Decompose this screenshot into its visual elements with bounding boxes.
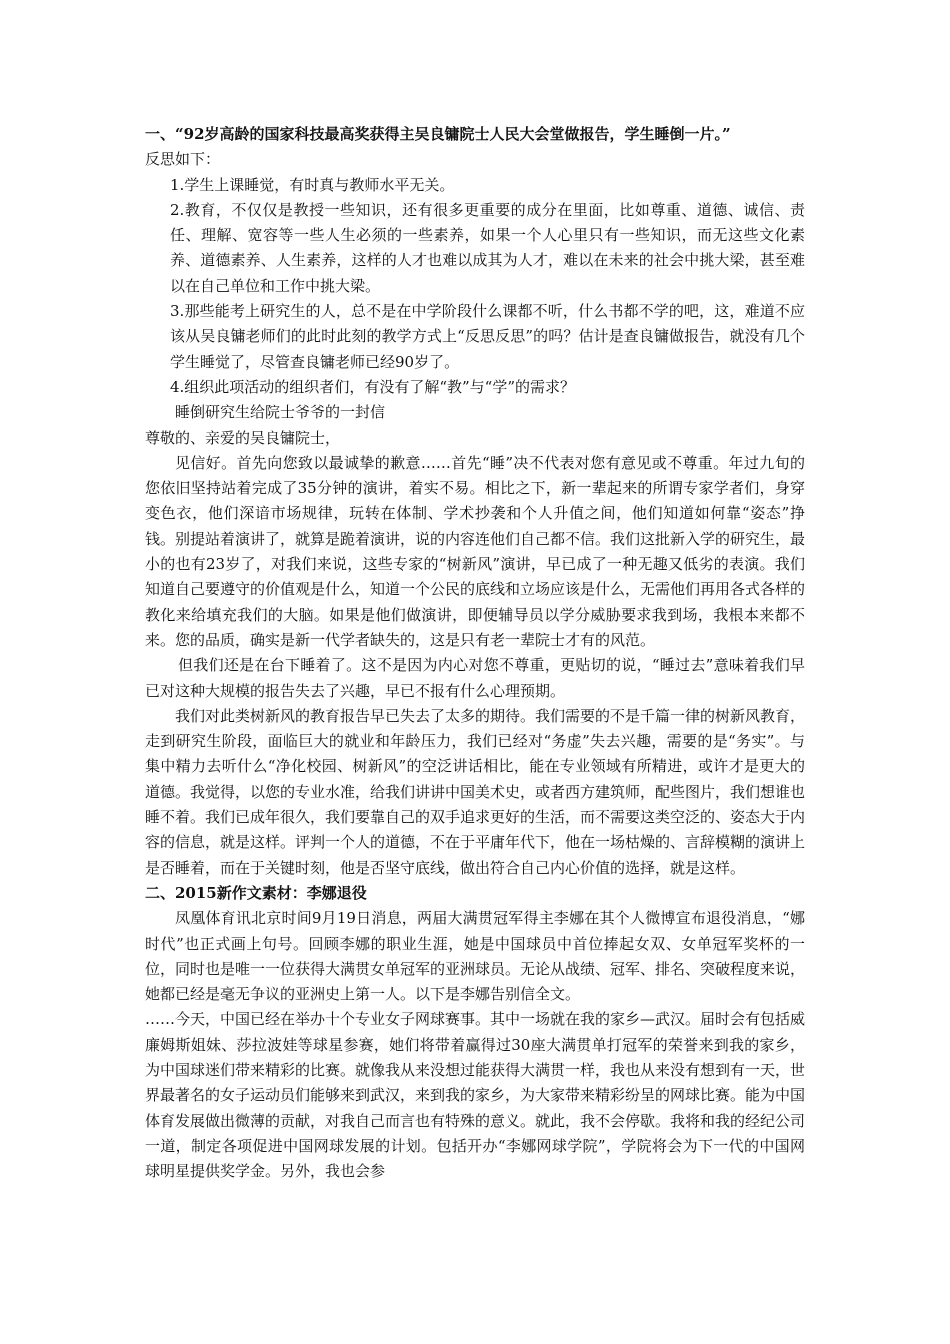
letter-title: 睡倒研究生给院士爷爷的一封信 xyxy=(175,403,386,422)
section2-paragraph: ……今天，中国已经在举办十个专业女子网球赛事。其中一场就在我的家乡—武汉。届时会有包括威廉姆斯姐妹、莎拉波娃等球星参赛，她们将带着赢得过30座大满贯单打冠军的荣誉来到我的家乡，为中国球迷们带来精彩的比赛。就像我从来没想过能获得大满贯一样，我也从来没有想到有一天，世界最著名的女子运动员们能够来到武汉，来到我的家乡，为大家带来精彩纷呈的网球比赛。能为中国体育发展做出微薄的贡献，对我自己而言也有特殊的意义。就此，我不会停歇。我将和我的经纪公司一道，制定各项促进中国网球发展的计划。包括开办“李娜网球学院”，学院将会为下一代的中国网球明星提供奖学金。另外，我也会参 xyxy=(145,1010,806,1181)
list-item: 2.教育，不仅仅是教授一些知识，还有很多更重要的成分在里面，比如尊重、道德、诚信、责任、理解、宽容等一些人生必须的一些素养，如果一个人心里只有一些知识，而无这些文化素养、道德素养、人生素养，这样的人才也难以成其为人才，难以在未来的社会中挑大梁，甚至难以在自己单位和工作中挑大梁。 xyxy=(170,200,805,295)
letter-paragraph: 我们对此类树新风的教育报告早已失去了太多的期待。我们需要的不是千篇一律的树新风教育，走到研究生阶段，面临巨大的就业和年龄压力，我们已经对“务虚”失去兴趣，需要的是“务实”。与集中精力去听什么“净化校园、树新风”的空泛讲话相比，能在专业领域有所精进，或许才是更大的道德。我觉得，以您的专业水准，给我们讲讲中国美术史，或者西方建筑师，配些图片，我们想谁也睡不着。我们已成年很久，我们要靠自己的双手追求更好的生活，而不需要这类空泛的、姿态大于内容的信息，就是这样。评判一个人的道德，不在于平庸年代下，他在一场枯燥的、言辞模糊的演讲上是否睡着，而在于关键时刻，他是否坚守底线，做出符合自己内心价值的选择，就是这样。 xyxy=(145,706,806,877)
list-item: 1.学生上课睡觉，有时真与教师水平无关。 xyxy=(170,175,455,194)
document-page xyxy=(145,122,805,1184)
section2-paragraph: 凤凰体育讯北京时间9月19日消息，两届大满贯冠军得主李娜在其个人微博宣布退役消息，“娜时代”也正式画上句号。回顾李娜的职业生涯，她是中国球员中首位捧起女双、女单冠军奖杯的一位，同时也是唯一一位获得大满贯女单冠军的亚洲球员。无论从战绩、冠军、排名、突破程度来说，她都已经是毫无争议的亚洲史上第一人。以下是李娜告别信全文。 xyxy=(145,909,806,1004)
letter-salutation: 尊敬的、亲爱的吴良镛院士， xyxy=(145,428,341,447)
list-item: 3.那些能考上研究生的人，总不是在中学阶段什么课都不听，什么书都不学的吧，这，难道不应该从吴良镛老师们的此时此刻的教学方式上“反思反思”的吗？估计是查良镛做报告，就没有几个学生睡觉了，尽管查良镛老师已经90岁了。 xyxy=(170,302,805,371)
section1-heading: 一、“92岁高龄的国家科技最高奖获得主吴良镛院士人民大会堂做报告，学生睡倒一片。” xyxy=(145,125,731,143)
section2-heading: 二、2015新作文素材：李娜退役 xyxy=(145,883,367,902)
section1-intro: 反思如下： xyxy=(145,150,221,169)
letter-paragraph: 见信好。首先向您致以最诚挚的歉意……首先“睡”决不代表对您有意见或不尊重。年过九旬的您依旧坚持站着完成了35分钟的演讲，着实不易。相比之下，新一辈起来的所谓专家学者们，身穿变色衣，他们深谙市场规律，玩转在体制、学术抄袭和个人升值之间，他们知道如何靠“姿态”挣钱。别提站着演讲了，就算是跪着演讲，说的内容连他们自己都不信。我们这批新入学的研究生，最小的也有23岁了，对我们来说，这些专家的“树新风”演讲，早已成了一种无趣又低劣的表演。我们知道自己要遵守的价值观是什么，知道一个公民的底线和立场应该是什么，无需他们再用各式各样的教化来给填充我们的大脑。如果是他们做演讲，即便辅导员以学分威胁要求我到场，我根本来都不来。您的品质，确实是新一代学者缺失的，这是只有老一辈院士才有的风范。 xyxy=(145,453,806,649)
letter-paragraph: 但我们还是在台下睡着了。这不是因为内心对您不尊重，更贴切的说，“睡过去”意味着我们早已对这种大规模的报告失去了兴趣，早已不报有什么心理预期。 xyxy=(145,656,805,700)
list-item: 4.组织此项活动的组织者们，有没有了解“教”与“学”的需求？ xyxy=(170,377,575,396)
